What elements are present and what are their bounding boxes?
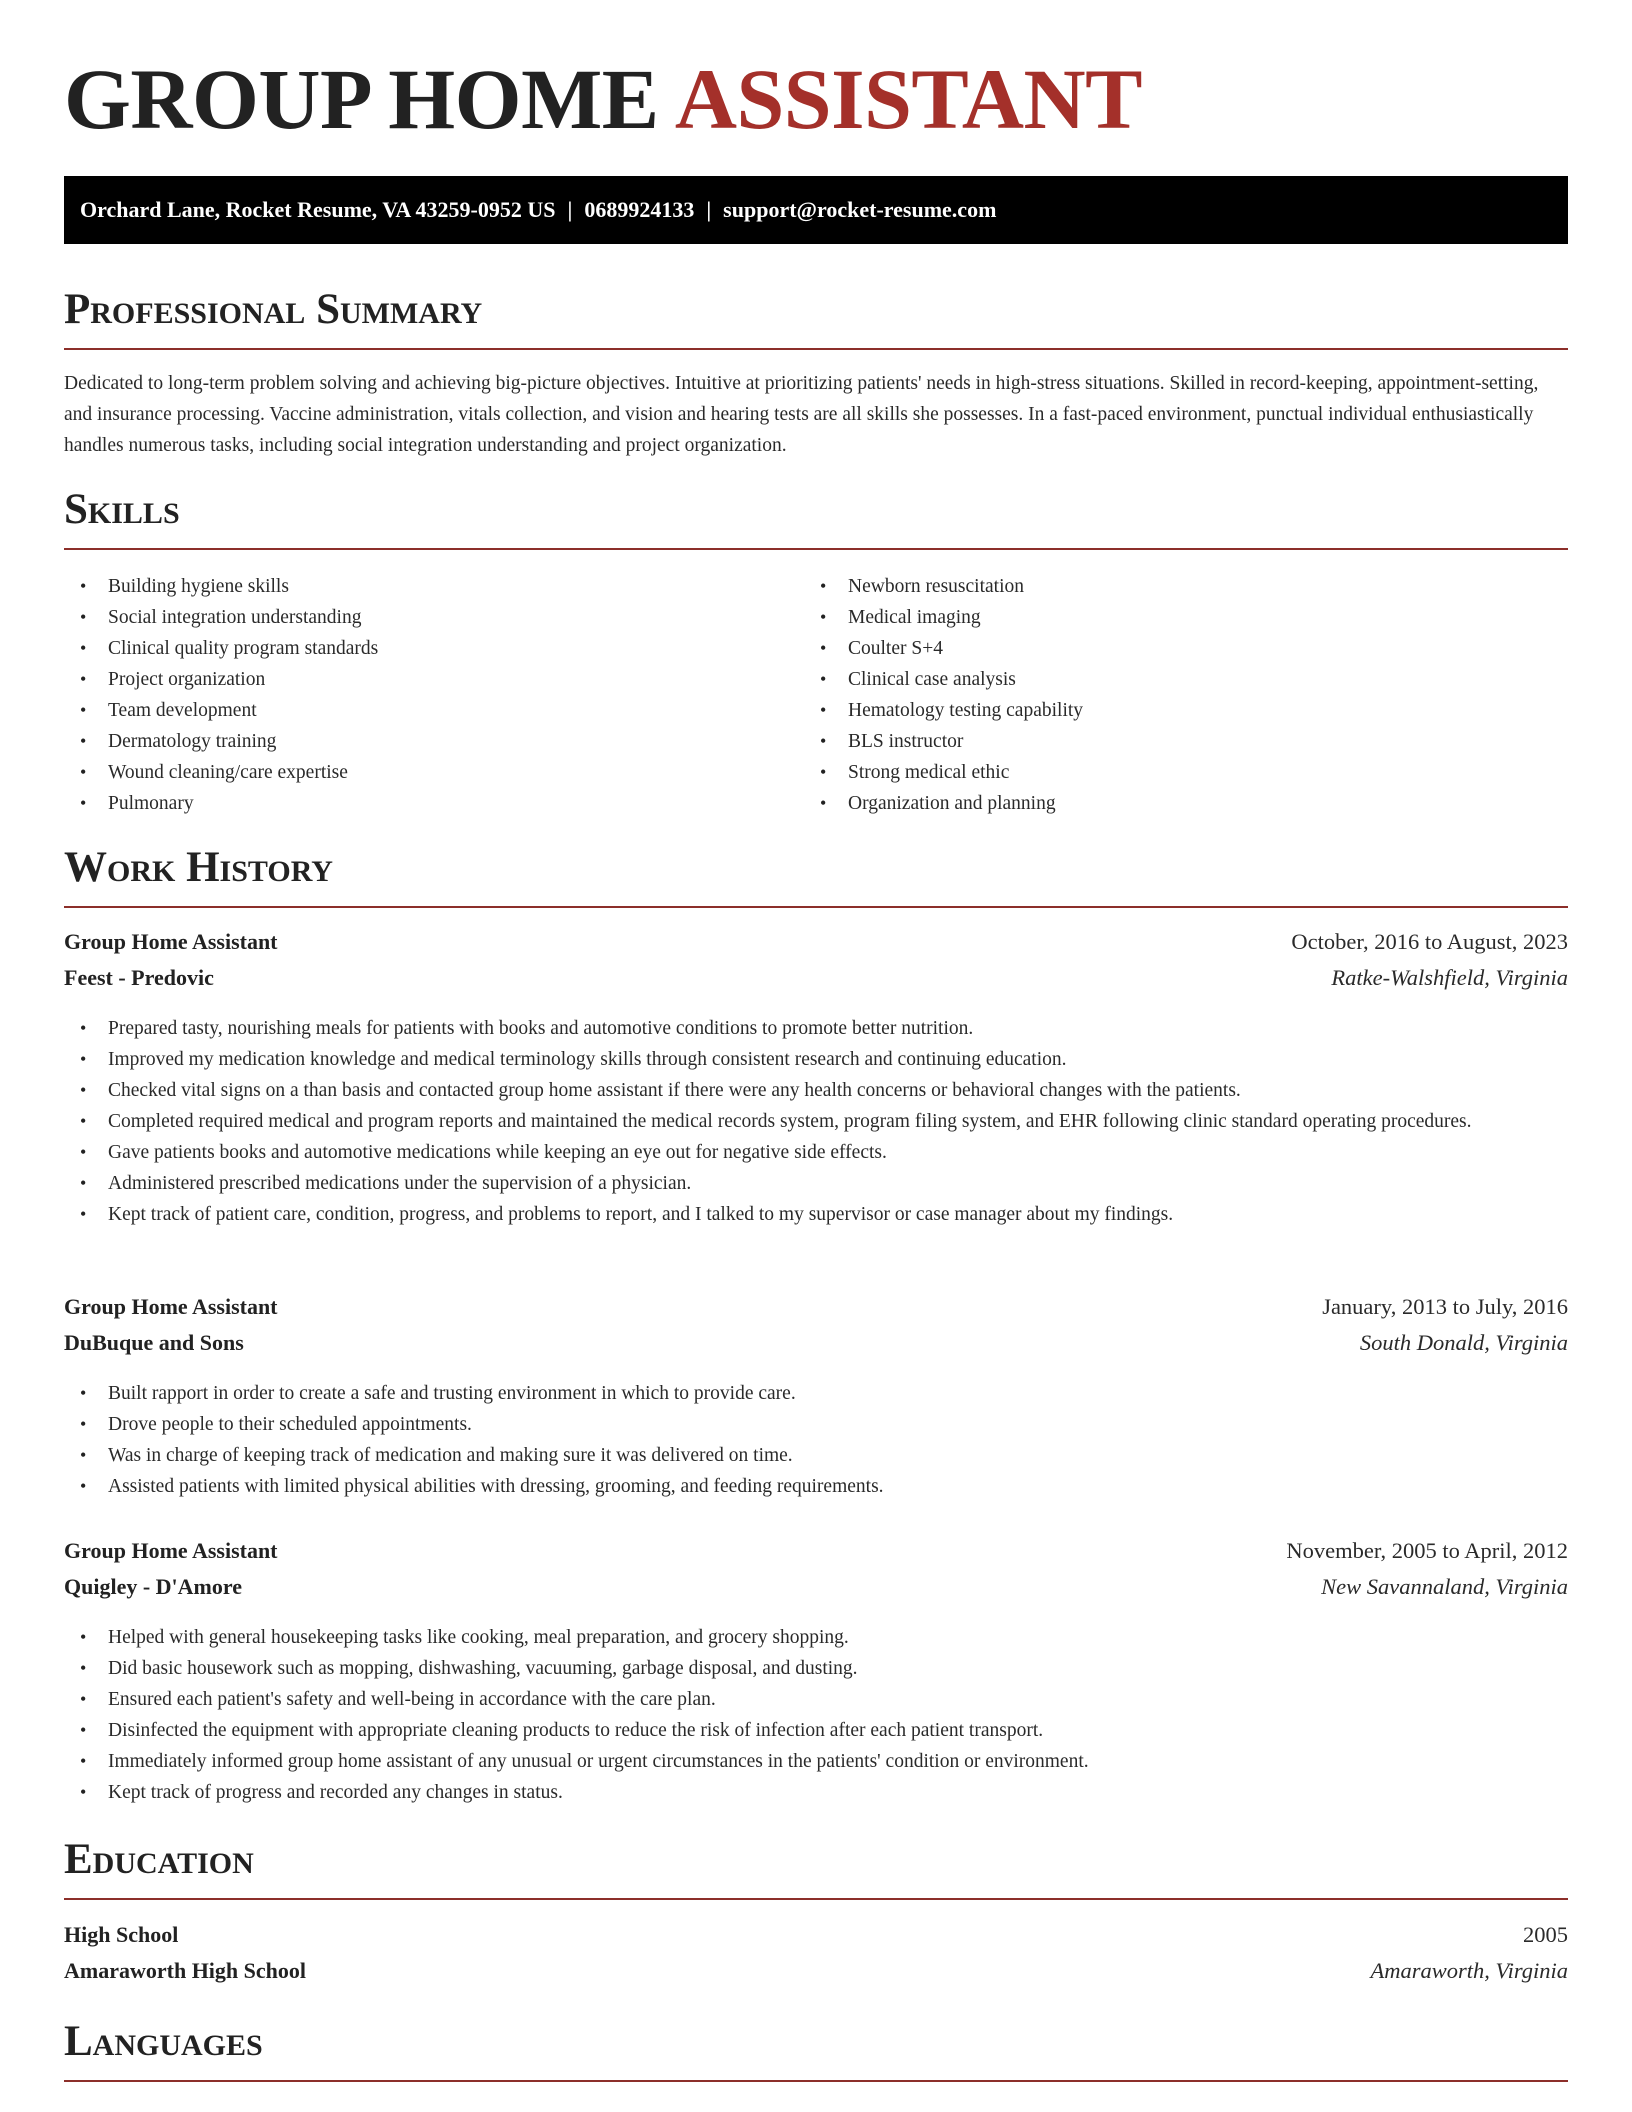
contact-phone[interactable]: 0689924133 xyxy=(584,197,695,222)
skill-item: • Project organization xyxy=(64,664,764,695)
job-bullet: • Ensured each patient's safety and well-being in accordance with the care plan. xyxy=(64,1684,1568,1715)
job-company: DuBuque and Sons xyxy=(64,1330,244,1355)
job-bullet: • Gave patients books and automotive medications while keeping an eye out for negative side effects. xyxy=(64,1137,1568,1168)
job-bullet: • Was in charge of keeping track of medication and making sure it was delivered on time. xyxy=(64,1440,1568,1471)
job-bullet: • Disinfected the equipment with appropriate cleaning products to reduce the risk of infection after each patient transport. xyxy=(64,1715,1568,1746)
job-bullet: • Kept track of progress and recorded any changes in status. xyxy=(64,1777,1568,1808)
section-title-education: Education xyxy=(64,1834,1568,1900)
job-bullet: • Assisted patients with limited physical abilities with dressing, grooming, and feeding requirements. xyxy=(64,1471,1568,1502)
name-first: GROUP HOME xyxy=(64,51,659,147)
education-school: Amaraworth High School xyxy=(64,1958,306,1983)
job-location: Ratke-Walshfield, Virginia xyxy=(1331,965,1568,990)
skill-item: • Clinical quality program standards xyxy=(64,633,764,664)
job-bullet: • Prepared tasty, nourishing meals for patients with books and automotive conditions to promote better nutrition. xyxy=(64,1013,1568,1044)
job-company: Feest - Predovic xyxy=(64,965,214,990)
education-degree: High School xyxy=(64,1922,179,1947)
job-entry xyxy=(64,929,1568,1230)
job-location: New Savannaland, Virginia xyxy=(1321,1574,1568,1599)
skill-item: • Dermatology training xyxy=(64,726,764,757)
job-bullet: • Immediately informed group home assistant of any unusual or urgent circumstances in the patients' condition or environment. xyxy=(64,1746,1568,1777)
skill-item: • Building hygiene skills xyxy=(64,571,764,602)
job-title: Group Home Assistant xyxy=(64,929,278,954)
job-entry xyxy=(64,1538,1568,1808)
skill-item: • Wound cleaning/care expertise xyxy=(64,757,764,788)
section-title-skills: Skills xyxy=(64,484,1568,550)
job-bullet: • Helped with general housekeeping tasks like cooking, meal preparation, and grocery shopping. xyxy=(64,1622,1568,1653)
job-bullet: • Kept track of patient care, condition, progress, and problems to report, and I talked to my supervisor or case manager about my findings. xyxy=(64,1199,1568,1230)
job-bullets xyxy=(64,1013,1568,1230)
contact-separator: | xyxy=(706,197,712,222)
job-company: Quigley - D'Amore xyxy=(64,1574,243,1599)
skill-item: • Coulter S+4 xyxy=(804,633,1504,664)
section-title-summary: Professional Summary xyxy=(64,284,1568,350)
job-bullet: • Drove people to their scheduled appointments. xyxy=(64,1409,1568,1440)
resume-name xyxy=(64,0,1568,147)
education-entry xyxy=(64,1922,1568,1994)
skill-item: • Team development xyxy=(64,695,764,726)
job-title: Group Home Assistant xyxy=(64,1294,278,1319)
education-year: 2005 xyxy=(1523,1922,1568,1947)
education-location: Amaraworth, Virginia xyxy=(1370,1958,1568,1983)
section-title-languages: Languages xyxy=(64,2016,1568,2082)
job-bullets xyxy=(64,1622,1568,1808)
job-location: South Donald, Virginia xyxy=(1359,1330,1568,1355)
skill-item: • Medical imaging xyxy=(804,602,1504,633)
skill-item: • Organization and planning xyxy=(804,788,1504,819)
section-title-work-history: Work History xyxy=(64,842,1568,908)
job-dates: January, 2013 to July, 2016 xyxy=(1322,1294,1568,1319)
contact-separator: | xyxy=(567,197,573,222)
skill-item: • BLS instructor xyxy=(804,726,1504,757)
skill-item: • Strong medical ethic xyxy=(804,757,1504,788)
job-bullet: • Did basic housework such as mopping, dishwashing, vacuuming, garbage disposal, and dusting. xyxy=(64,1653,1568,1684)
job-bullet: • Improved my medication knowledge and medical terminology skills through consistent research and continuing education. xyxy=(64,1044,1568,1075)
job-bullet: • Administered prescribed medications under the supervision of a physician. xyxy=(64,1168,1568,1199)
contact-email[interactable]: support@rocket-resume.com xyxy=(723,197,997,222)
job-title: Group Home Assistant xyxy=(64,1538,278,1563)
job-bullets xyxy=(64,1378,1568,1502)
skill-item: • Clinical case analysis xyxy=(804,664,1504,695)
job-dates: November, 2005 to April, 2012 xyxy=(1286,1538,1568,1563)
skill-item: • Pulmonary xyxy=(64,788,764,819)
skills-list-right xyxy=(804,571,1504,819)
skills-list-left xyxy=(64,571,764,819)
name-last: ASSISTANT xyxy=(674,51,1142,147)
job-bullet: • Built rapport in order to create a safe and trusting environment in which to provide care. xyxy=(64,1378,1568,1409)
job-bullet: • Completed required medical and program reports and maintained the medical records system, program filing system, and EHR following clinic standard operating procedures. xyxy=(64,1106,1568,1137)
job-dates: October, 2016 to August, 2023 xyxy=(1291,929,1568,954)
contact-address: Orchard Lane, Rocket Resume, VA 43259-0952 US xyxy=(80,197,556,222)
summary-text: Dedicated to long-term problem solving and achieving big-picture objectives. Intuitive at prioritizing patients' needs in high-stress situations. Skilled in record-keeping, appointment-setting, and insurance processing. Vaccine administration, vitals collection, and vision and hearing tests are all skills she possesses. In a fast-paced environment, punctual individual enthusiastically handles numerous tasks, including social integration understanding and project organization. xyxy=(64,373,1539,456)
skill-item: • Newborn resuscitation xyxy=(804,571,1504,602)
skill-item: • Hematology testing capability xyxy=(804,695,1504,726)
skill-item: • Social integration understanding xyxy=(64,602,764,633)
job-entry xyxy=(64,1294,1568,1502)
resume-page xyxy=(64,0,1568,2065)
job-bullet: • Checked vital signs on a than basis and contacted group home assistant if there were any health concerns or behavioral changes with the patients. xyxy=(64,1075,1568,1106)
contact-bar xyxy=(64,176,1568,244)
